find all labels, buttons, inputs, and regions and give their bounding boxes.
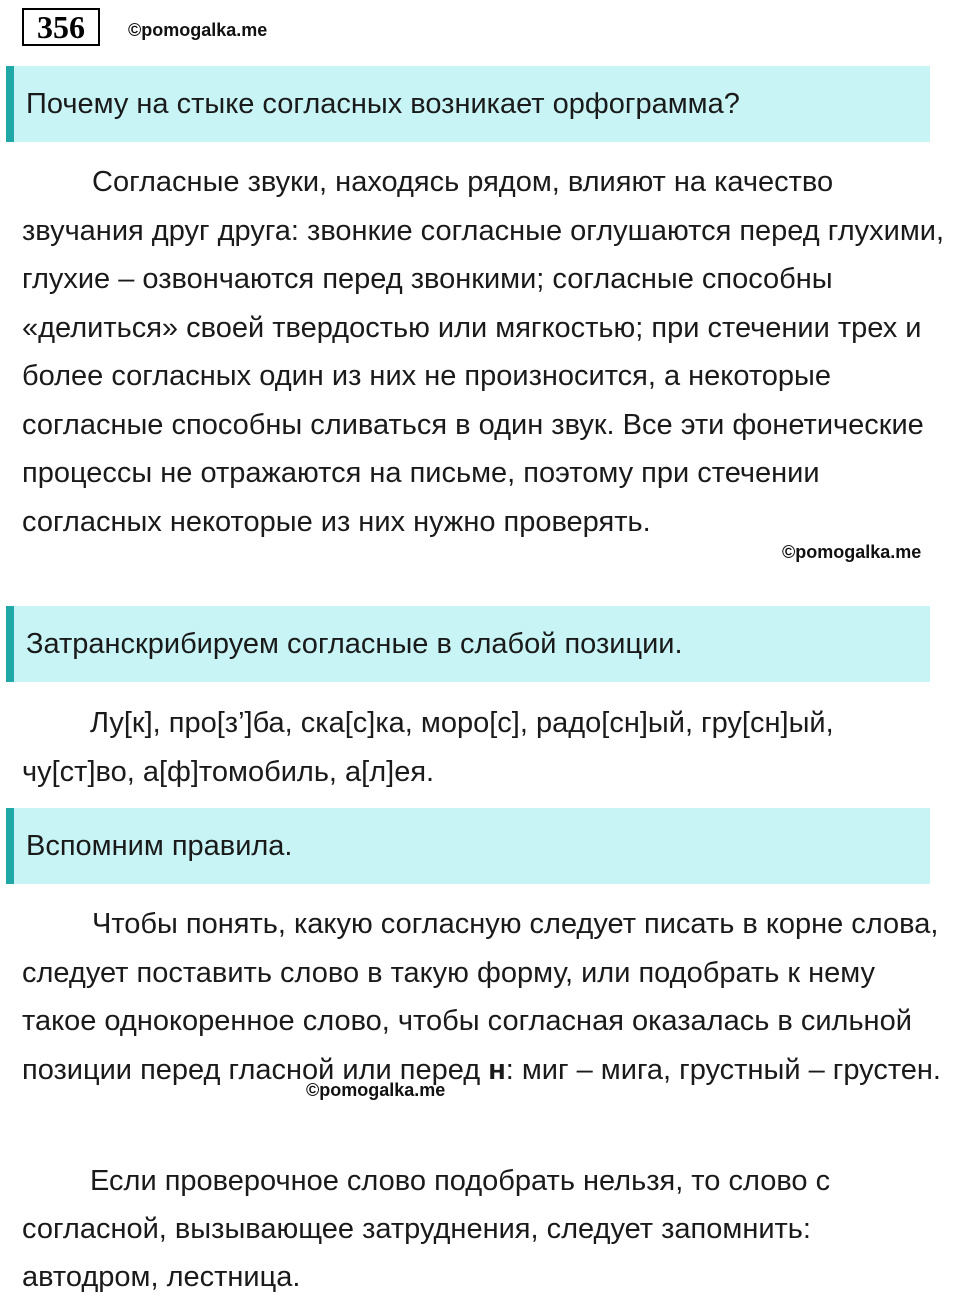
- paragraph-3: Чтобы понять, какую согласную следует писать в корне слова, следует поставить слово в такую форму, или подобрать к нему такое однокоренное слово, чтобы согласная оказалась в сильной позиции перед гласной или перед н: миг – мига, грустный – грустен.: [22, 908, 941, 1086]
- watermark: ©pomogalka.me: [306, 1080, 446, 1100]
- section-heading-3: Вспомним правила.: [6, 808, 930, 884]
- watermark: ©pomogalka.me: [128, 20, 268, 40]
- paragraph-4: Если проверочное слово подобрать нельзя, то слово с согласной, вызывающее затруднения, следует запомнить: автодром, лестница.: [22, 1165, 831, 1293]
- section-heading-2: Затранскрибируем согласные в слабой позиции.: [6, 606, 930, 682]
- paragraph-1: Согласные звуки, находясь рядом, влияют на качество звучания друг друга: звонкие согласные оглушаются перед глухими, глухие – озвончаются перед звонкими; согласные способны «делиться» своей твердостью или мягкостью; при стечении трех и более согласных один из них не произносится, а некоторые согласные способны сливаться в один звук. Все эти фонетические процессы не отражаются на письме, поэтому при стечении согласных некоторые из них нужно проверять.: [22, 166, 945, 538]
- bold-letter: н: [488, 1053, 506, 1086]
- section-heading-1: Почему на стыке согласных возникает орфограмма?: [6, 66, 930, 142]
- task-number: 356: [22, 8, 100, 46]
- watermark: ©pomogalka.me: [782, 542, 922, 562]
- paragraph-2: Лу[к], про[з’]ба, ска[с]ка, моро[с], радо[сн]ый, гру[сн]ый, чу[ст]во, а[ф]томобиль, а[л]ея.: [22, 707, 834, 788]
